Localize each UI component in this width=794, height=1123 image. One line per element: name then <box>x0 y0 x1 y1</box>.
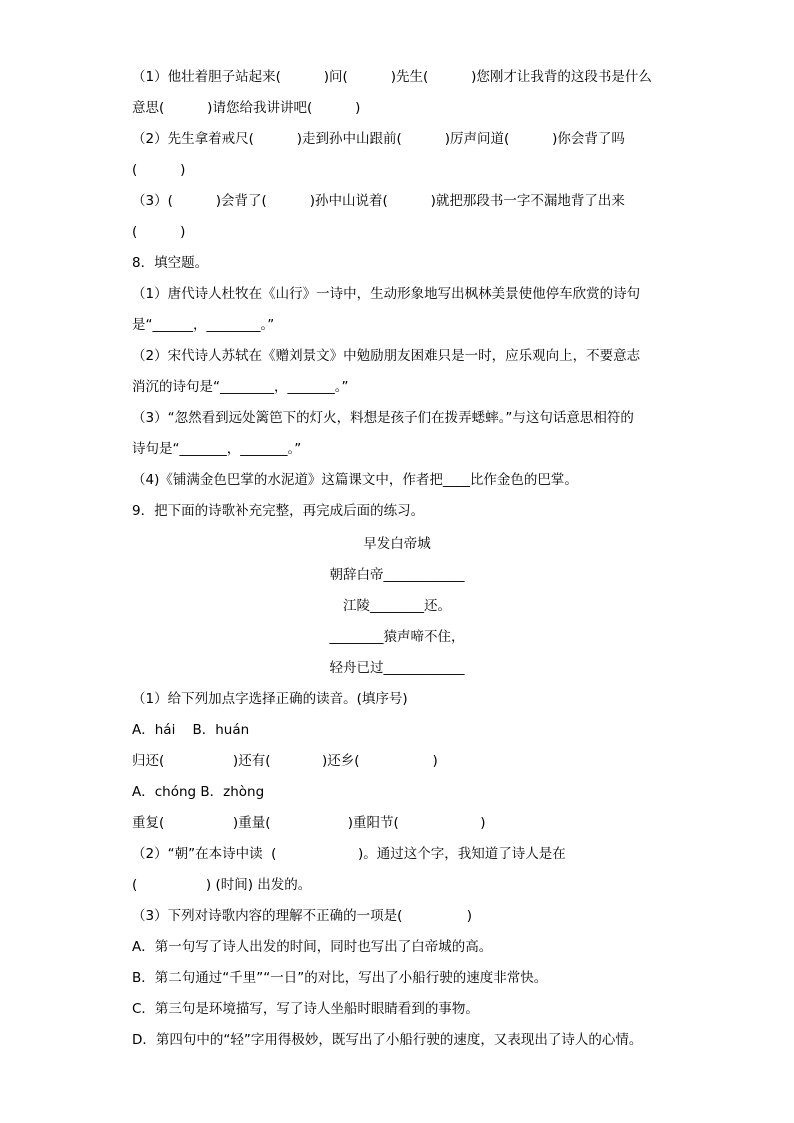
q7-s1-line2: 意思( )请您给我讲讲吧( ) <box>132 100 361 116</box>
q8-s2-line2: 消沉的诗句是“________，_______。” <box>132 379 349 395</box>
poem-line-3: ________猿声啼不住， <box>329 629 465 645</box>
q8-heading: 8．填空题。 <box>132 255 209 271</box>
q7-s3-line2: ( ) <box>132 224 186 240</box>
q7-s2-line2: ( ) <box>132 162 186 178</box>
q9-option-a: A．第一句写了诗人出发的时间，同时也写出了白帝城的高。 <box>132 939 493 955</box>
q9-p1-options-2: A．chóng B．zhòng <box>132 784 265 800</box>
q8-s2-line1: （2）宋代诗人苏轼在《赠刘景文》中勉励朋友困难只是一时，应乐观向上，不要意志 <box>132 348 641 364</box>
poem-title: 早发白帝城 <box>363 536 431 552</box>
q8-s3-line1: （3）“忽然看到远处篱笆下的灯火，料想是孩子们在拨弄蟋蟀。”与这句话意思相符的 <box>132 410 634 426</box>
q9-p1-question: （1）给下列加点字选择正确的读音。(填序号) <box>132 691 408 707</box>
q9-heading: 9．把下面的诗歌补充完整，再完成后面的练习。 <box>132 503 425 519</box>
q9-option-c: C．第三句是环境描写，写了诗人坐船时眼睛看到的事物。 <box>132 1001 479 1017</box>
q9-option-b: B．第二句通过“千里”“一日”的对比，写出了小船行驶的速度非常快。 <box>132 970 548 986</box>
poem-line-4: 轻舟已过____________ <box>329 660 465 676</box>
q7-s2-line1: （2）先生拿着戒尺( )走到孙中山跟前( )厉声问道( )你会背了吗 <box>132 131 625 147</box>
q7-s3-line1: （3）( )会背了( )孙中山说着( )就把那段书一字不漏地背了出来 <box>132 193 625 209</box>
q9-p1-fill-1: 归还( )还有( )还乡( ) <box>132 753 438 769</box>
q7-s1-line1: （1）他壮着胆子站起来( )问( )先生( )您刚才让我背的这段书是什么 <box>132 69 652 85</box>
q8-s1-line1: （1）唐代诗人杜牧在《山行》一诗中，生动形象地写出枫林美景使他停车欣赏的诗句 <box>132 286 641 302</box>
q8-s3-line2: 诗句是“_______，_______。” <box>132 441 302 457</box>
q9-p1-options-1: A．hái B．huán <box>132 722 250 738</box>
poem-line-2: 江陵________还。 <box>343 598 451 614</box>
q8-s4: （4)《铺满金色巴掌的水泥道》这篇课文中，作者把____比作金色的巴掌。 <box>132 472 578 488</box>
q9-p3-question: （3）下列对诗歌内容的理解不正确的一项是( ) <box>132 908 472 924</box>
poem-line-1: 朝辞白帝____________ <box>329 567 465 583</box>
q9-p1-fill-2: 重复( )重量( )重阳节( ) <box>132 815 486 831</box>
q9-p2-line1: （2）“朝”在本诗中读 ( )。通过这个字，我知道了诗人是在 <box>132 846 566 862</box>
q8-s1-line2: 是“______，________。” <box>132 317 275 333</box>
q9-p2-line2: ( ) (时间) 出发的。 <box>132 877 312 893</box>
q9-option-d: D．第四句中的“轻”字用得极妙，既写出了小船行驶的速度，又表现出了诗人的心情。 <box>132 1032 643 1048</box>
